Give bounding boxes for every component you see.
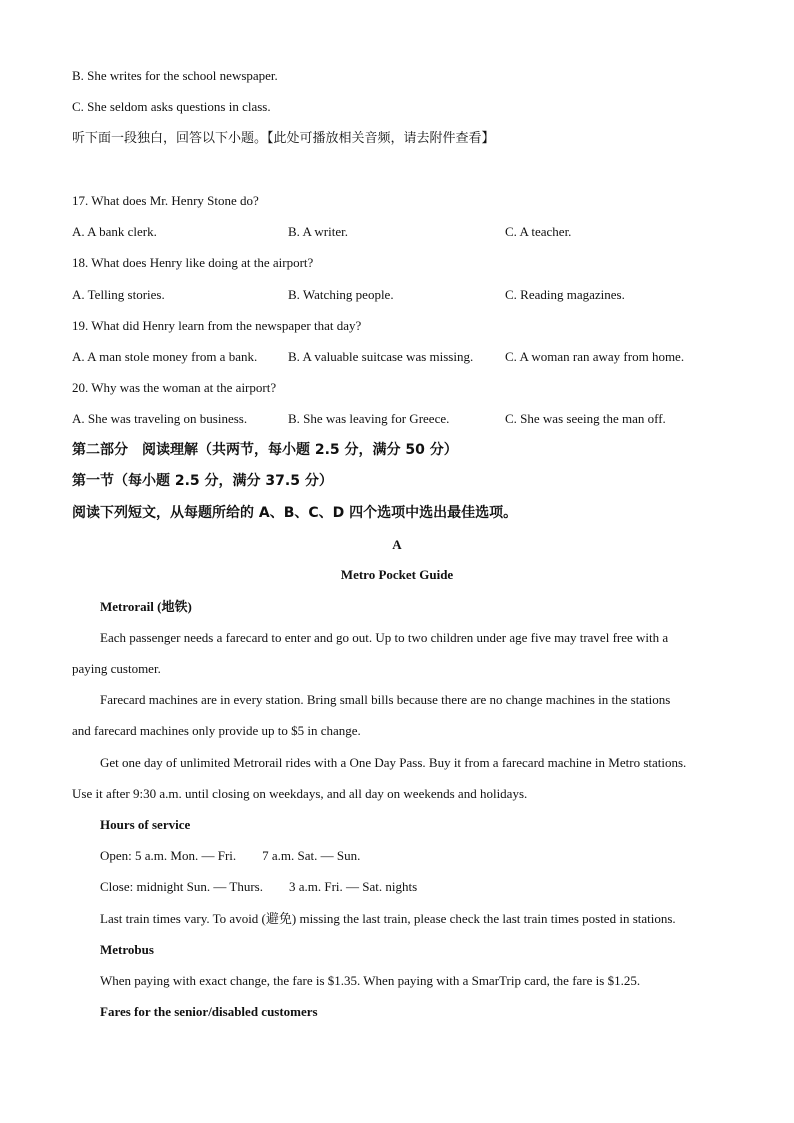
passage-title: Metro Pocket Guide (340, 567, 454, 582)
section1-title: 第一节（每小题 2.5 分，满分 37.5 分） (72, 473, 333, 489)
paragraph-1-line-2: paying customer. (72, 661, 161, 676)
q18-option-b: B. Watching people. (288, 287, 394, 302)
part2-title: 第二部分 阅读理解（共两节，每小题 2.5 分，满分 50 分） (72, 442, 458, 458)
q18-option-c: C. Reading magazines. (505, 287, 625, 302)
question-stem-19: 19. What did Henry learn from the newspaper that day? (72, 318, 362, 333)
prev-option-b: B. She writes for the school newspaper. (72, 68, 278, 83)
q20-option-c: C. She was seeing the man off. (505, 411, 666, 426)
metrobus-fare: When paying with exact change, the fare is $1.35. When paying with a SmarTrip card, the fare is $1.25. (100, 973, 641, 988)
close-hours: Close: midnight Sun. — Thurs. 3 a.m. Fri. — Sat. nights (100, 879, 418, 894)
q19-option-a: A. A man stole money from a bank. (72, 349, 258, 364)
metrobus-heading: Metrobus (100, 942, 154, 957)
last-train-note: Last train times vary. To avoid (避免) missing the last train, please check the last train times posted in stations. (100, 911, 676, 926)
q19-option-b: B. A valuable suitcase was missing. (288, 349, 474, 364)
hours-heading: Hours of service (100, 817, 191, 832)
paragraph-1-line-1: Each passenger needs a farecard to enter and go out. Up to two children under age five may travel free with a (100, 630, 669, 645)
q20-option-a: A. She was traveling on business. (72, 411, 248, 426)
question-stem-20: 20. Why was the woman at the airport? (72, 380, 277, 395)
q18-option-a: A. Telling stories. (72, 287, 165, 302)
senior-fares-heading: Fares for the senior/disabled customers (100, 1004, 318, 1019)
question-stem-18: 18. What does Henry like doing at the airport? (72, 255, 314, 270)
q17-option-c: C. A teacher. (505, 224, 572, 239)
paragraph-2-line-1: Farecard machines are in every station. Bring small bills because there are no change machines in the stations (100, 692, 671, 707)
q20-option-b: B. She was leaving for Greece. (288, 411, 450, 426)
prev-option-c: C. She seldom asks questions in class. (72, 99, 271, 114)
listening-intro: 听下面一段独白，回答以下小题。【此处可播放相关音频，请去附件查看】 (72, 131, 495, 146)
metrorail-heading: Metrorail (地铁) (100, 599, 192, 614)
passage-letter: A (392, 537, 402, 552)
q19-option-c: C. A woman ran away from home. (505, 349, 685, 364)
paragraph-3-line-2: Use it after 9:30 a.m. until closing on weekdays, and all day on weekends and holidays. (72, 786, 528, 801)
paragraph-3-line-1: Get one day of unlimited Metrorail rides with a One Day Pass. Buy it from a farecard machine in Metro stations. (100, 755, 687, 770)
reading-instructions: 阅读下列短文，从每题所给的 A、B、C、D 四个选项中选出最佳选项。 (72, 505, 518, 521)
open-hours: Open: 5 a.m. Mon. — Fri. 7 a.m. Sat. — Sun. (100, 848, 361, 863)
paragraph-2-line-2: and farecard machines only provide up to $5 in change. (72, 723, 361, 738)
q17-option-a: A. A bank clerk. (72, 224, 157, 239)
q17-option-b: B. A writer. (288, 224, 348, 239)
question-stem-17: 17. What does Mr. Henry Stone do? (72, 193, 259, 208)
